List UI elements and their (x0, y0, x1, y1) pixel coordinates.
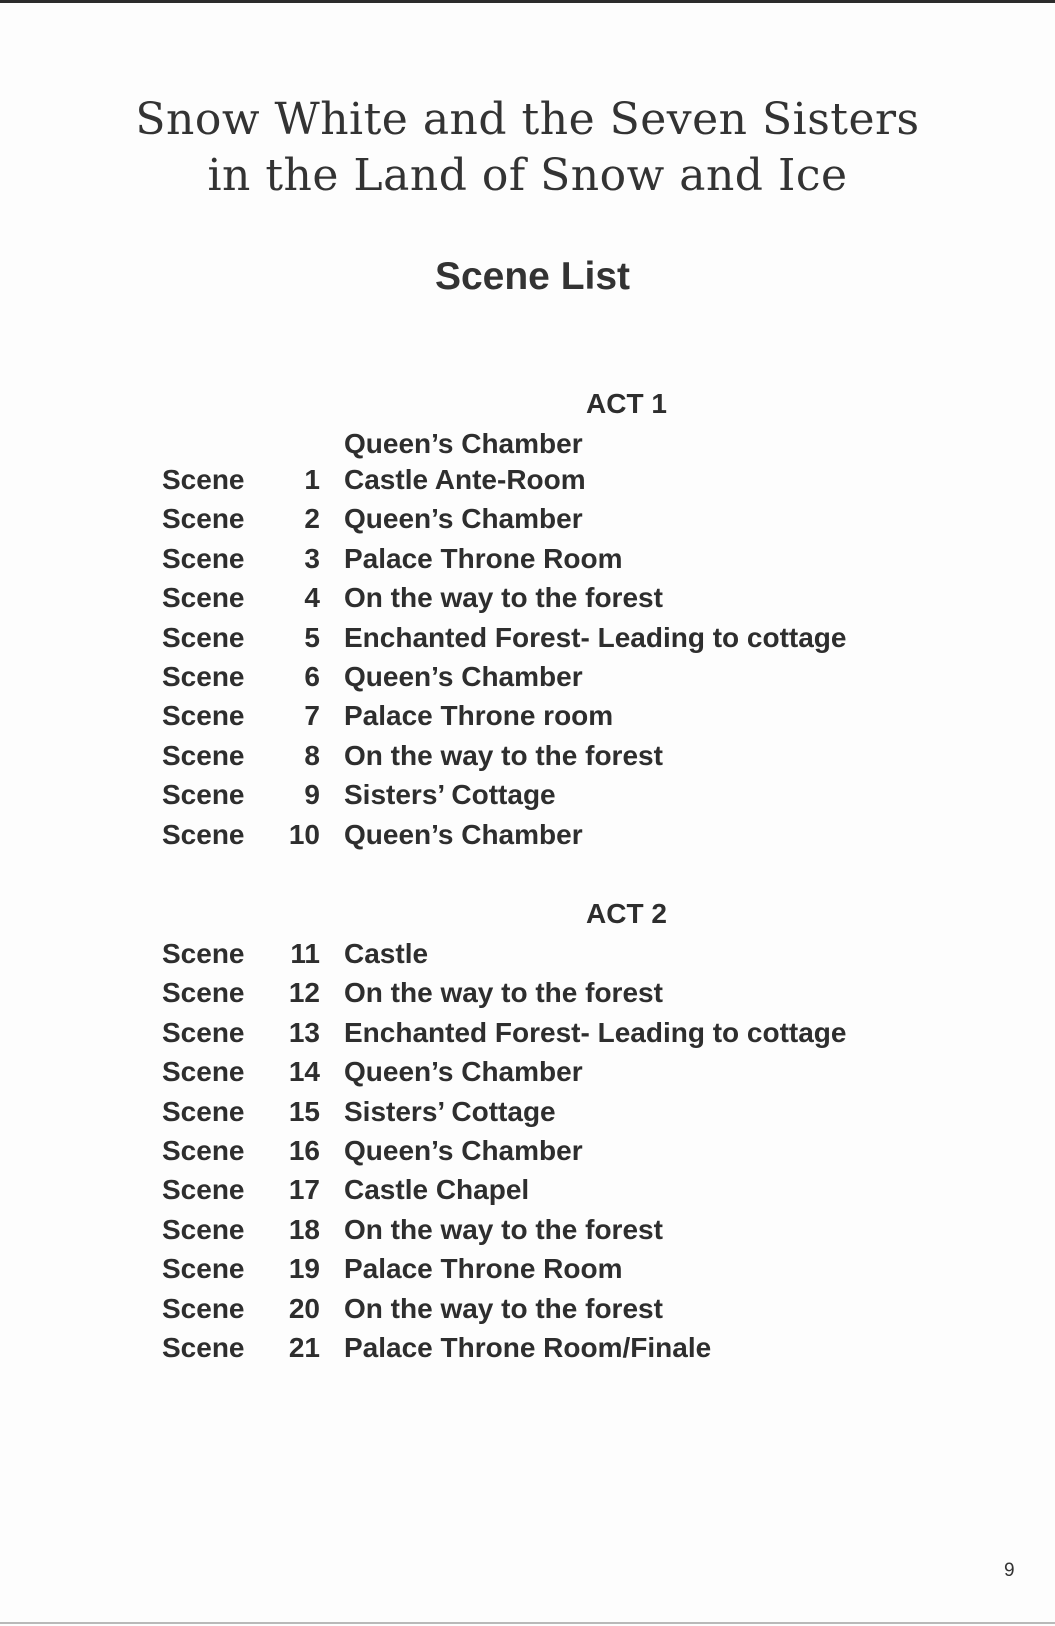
scene-label: Scene (162, 1253, 245, 1285)
title-line-1: Snow White and the Seven Sisters (135, 94, 920, 145)
scene-label: Scene (162, 1292, 245, 1324)
scene-number: 6 (304, 660, 320, 692)
scene-number: 5 (304, 621, 320, 653)
scene-location: On the way to the forest (344, 1292, 663, 1324)
scene-list-heading: Scene List (434, 255, 631, 298)
scene-number: 15 (288, 1095, 320, 1127)
scene-label: Scene (162, 1174, 245, 1206)
scene-location: Enchanted Forest- Leading to cottage (344, 1016, 847, 1048)
scene-number: 3 (304, 542, 320, 574)
act-1-prologue-location: Queen’s Chamber (344, 428, 583, 459)
scene-location: Sisters’ Cottage (344, 779, 556, 811)
scene-number: 20 (288, 1292, 320, 1324)
scene-number: 21 (288, 1331, 320, 1363)
scene-label: Scene (162, 1095, 245, 1127)
scene-label: Scene (162, 1056, 245, 1088)
scene-number: 1 (304, 464, 320, 495)
scene-label: Scene (162, 779, 245, 811)
scene-location: Queen’s Chamber (344, 660, 583, 692)
bottom-border (0, 1622, 1055, 1624)
scene-label: Scene (162, 700, 245, 732)
scene-location: Queen’s Chamber (344, 818, 583, 850)
scene-label: Scene (162, 1134, 245, 1166)
scene-location: Queen’s Chamber (344, 1134, 583, 1166)
scene-label: Scene (162, 1331, 245, 1363)
scene-number: 9 (304, 779, 320, 811)
scene-number: 19 (288, 1253, 320, 1285)
scene-number: 8 (304, 739, 320, 771)
scene-number: 13 (288, 1016, 320, 1048)
scene-label: Scene (162, 503, 245, 535)
scene-location: Castle (344, 938, 429, 969)
scene-label: Scene (162, 1016, 245, 1048)
scene-number: 12 (288, 977, 320, 1009)
scene-number: 10 (288, 818, 320, 850)
scene-label: Scene (162, 621, 245, 653)
scene-label: Scene (162, 464, 245, 495)
scene-label: Scene (162, 818, 245, 850)
scene-label: Scene (162, 739, 245, 771)
scene-location: Sisters’ Cottage (344, 1095, 556, 1127)
scene-location: Queen’s Chamber (344, 503, 583, 535)
top-border (0, 0, 1055, 3)
page-number: 9 (1004, 1560, 1015, 1581)
scene-location: Queen’s Chamber (344, 1056, 583, 1088)
scene-location: Enchanted Forest- Leading to cottage (344, 621, 847, 653)
scene-location: On the way to the forest (344, 739, 663, 771)
scene-label: Scene (162, 977, 245, 1009)
scene-number: 4 (304, 582, 320, 614)
scene-location: On the way to the forest (344, 977, 663, 1009)
scene-number: 7 (304, 700, 320, 732)
scene-number: 17 (288, 1174, 320, 1206)
scene-location: Palace Throne room (344, 700, 614, 732)
scene-number: 18 (288, 1213, 320, 1245)
scene-location: Castle Chapel (344, 1174, 530, 1206)
scene-label: Scene (162, 1213, 245, 1245)
scene-number: 14 (288, 1056, 320, 1088)
page-title (0, 92, 1055, 204)
scene-location: Palace Throne Room/Finale (344, 1331, 712, 1363)
act-1-heading: ACT 1 (586, 388, 667, 419)
scene-label: Scene (162, 582, 245, 614)
scene-number: 2 (304, 503, 320, 535)
scene-label: Scene (162, 660, 245, 692)
scene-location: Castle Ante-Room (344, 464, 586, 495)
scene-location: On the way to the forest (344, 582, 663, 614)
scene-number: 11 (290, 938, 320, 969)
scene-label: Scene (162, 938, 245, 969)
act-2-heading: ACT 2 (586, 898, 667, 929)
scene-label: Scene (162, 542, 245, 574)
scene-location: Palace Throne Room (344, 542, 623, 574)
title-line-2: in the Land of Snow and Ice (207, 150, 848, 201)
scene-location: On the way to the forest (344, 1213, 663, 1245)
scene-number: 16 (288, 1134, 320, 1166)
scene-location: Palace Throne Room (344, 1253, 623, 1285)
